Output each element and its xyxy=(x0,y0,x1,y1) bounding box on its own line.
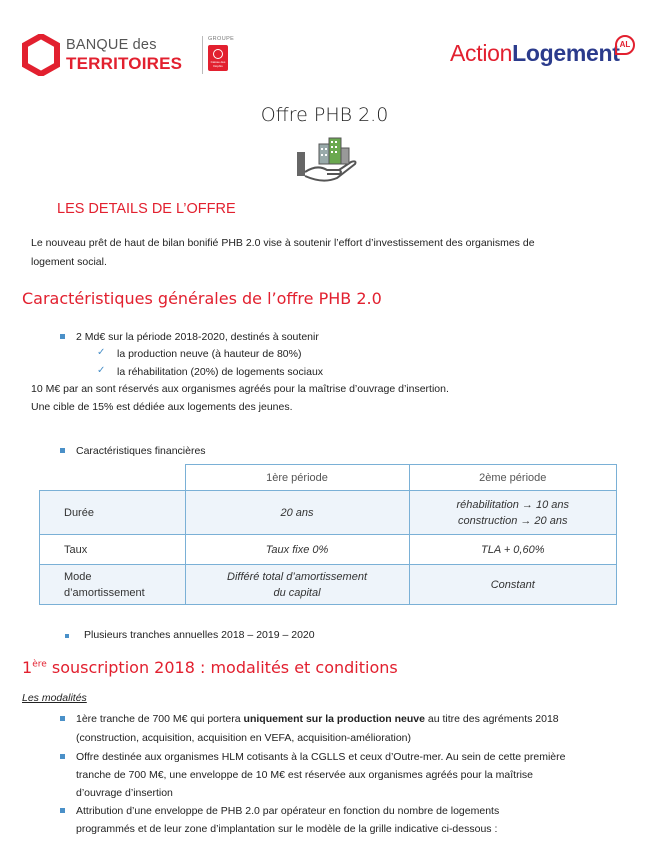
table-row xyxy=(40,535,617,565)
bullet-square-icon xyxy=(60,448,65,453)
al-part1: Action xyxy=(450,40,513,66)
item1-bold: uniquement sur la production neuve xyxy=(243,713,425,725)
intro-line-1: Le nouveau prêt de haut de bilan bonifié PHB 2.0 vise à soutenir l’effort d’investissement des organismes de xyxy=(31,237,535,249)
intro-line-2: logement social. xyxy=(31,256,107,268)
line-15-percent: Une cible de 15% est dédiée aux logements des jeunes. xyxy=(31,401,293,413)
amort-label-b: d’amortissement xyxy=(64,586,145,599)
bullet-financial: Caractéristiques financières xyxy=(76,445,206,457)
section-details-heading: LES DETAILS DE L’OFFRE xyxy=(57,201,236,217)
modalite-item-3-line1: Attribution d’une enveloppe de PHB 2.0 par opérateur en fonction du nombre de logements xyxy=(76,805,500,817)
modalite-item-2-line2: tranche de 700 M€, une enveloppe de 10 M€ est réservée aux organismes agréés pour la maîtrise xyxy=(76,769,534,781)
row-label-taux: Taux xyxy=(40,535,186,565)
checkmark-icon: ✓ xyxy=(97,347,106,358)
amort-p1-b: du capital xyxy=(273,586,321,599)
bdt-line2: TERRITOIRES xyxy=(66,53,183,73)
taux-p1: Taux fixe 0% xyxy=(185,535,409,565)
souscription-num: 1 xyxy=(22,658,33,677)
amort-p1-a: Différé total d’amortissement xyxy=(227,570,367,583)
al-part2: Logement xyxy=(512,40,620,66)
action-logement-logo xyxy=(450,40,620,67)
item1-pre: 1ère tranche de 700 M€ qui portera xyxy=(76,713,244,725)
table-row xyxy=(40,491,617,535)
modalite-item-2-line1: Offre destinée aux organismes HLM cotisants à la CGLLS et ceux d’Outre-mer. Au sein de cette première xyxy=(76,751,566,763)
cdc-label: Caisse des Dépôts xyxy=(210,61,226,68)
groupe-label: GROUPE xyxy=(208,36,235,42)
hexagon-logo-icon xyxy=(22,34,60,76)
col-header-p2: 2ème période xyxy=(409,465,617,491)
duree-p2-constr: construction → 20 ans xyxy=(458,514,568,527)
bullet-square-icon xyxy=(60,334,65,339)
al-badge-label: AL xyxy=(619,40,631,49)
modalite-item-1 xyxy=(76,710,559,729)
bullet-square-icon xyxy=(60,716,65,721)
caisse-des-depots-logo xyxy=(208,45,228,71)
item1-post: au titre des agréments 2018 xyxy=(424,713,559,725)
col-header-p1: 1ère période xyxy=(185,465,409,491)
check-rehabilitation: la réhabilitation (20%) de logements sociaux xyxy=(117,366,324,378)
amort-label-a: Mode xyxy=(64,570,92,583)
modalite-item-2-line3: d’ouvrage d’insertion xyxy=(76,787,173,799)
banque-des-territoires-logo xyxy=(22,34,235,78)
duree-p2 xyxy=(409,491,617,535)
taux-p2: TLA + 0,60% xyxy=(409,535,617,565)
row-label-duree: Durée xyxy=(40,491,186,535)
modalite-item-1-line2: (construction, acquisition, acquisition en VEFA, acquisition-amélioration) xyxy=(76,732,412,744)
duree-p2-rehab: réhabilitation → 10 ans xyxy=(456,498,569,511)
check-production-neuve: la production neuve (à hauteur de 80%) xyxy=(117,348,302,360)
table-header-row xyxy=(40,465,617,491)
row-label-amortissement xyxy=(40,565,186,605)
al-badge-icon xyxy=(615,35,635,55)
modalites-label: Les modalités xyxy=(22,692,87,704)
checkmark-icon: ✓ xyxy=(97,365,106,376)
bullet-square-icon xyxy=(60,808,65,813)
duree-p1: 20 ans xyxy=(185,491,409,535)
souscription-sup: ère xyxy=(32,659,47,670)
hand-holding-buildings-icon xyxy=(293,136,359,186)
amort-p2: Constant xyxy=(409,565,617,605)
caracteristiques-heading: Caractéristiques générales de l’offre PHB 2.0 xyxy=(22,289,382,308)
bullet-square-icon xyxy=(65,634,69,638)
souscription-rest: souscription 2018 : modalités et conditions xyxy=(46,658,398,677)
bullet-tranches: Plusieurs tranches annuelles 2018 – 2019 – 2020 xyxy=(84,629,315,641)
table-row xyxy=(40,565,617,605)
souscription-heading xyxy=(22,658,398,677)
bdt-line1: BANQUE des xyxy=(66,37,157,53)
line-10m: 10 M€ par an sont réservés aux organismes agréés pour la maîtrise d’ouvrage d’insertion. xyxy=(31,383,449,395)
amort-p1 xyxy=(185,565,409,605)
bullet-square-icon xyxy=(60,754,65,759)
financial-table xyxy=(39,464,617,605)
page-title: Offre PHB 2.0 xyxy=(260,104,389,126)
bullet-2md: 2 Md€ sur la période 2018-2020, destinés à soutenir xyxy=(76,331,319,343)
modalite-item-3-line2: programmés et de leur zone d’implantation sur le modèle de la grille indicative ci-dessous : xyxy=(76,823,498,835)
